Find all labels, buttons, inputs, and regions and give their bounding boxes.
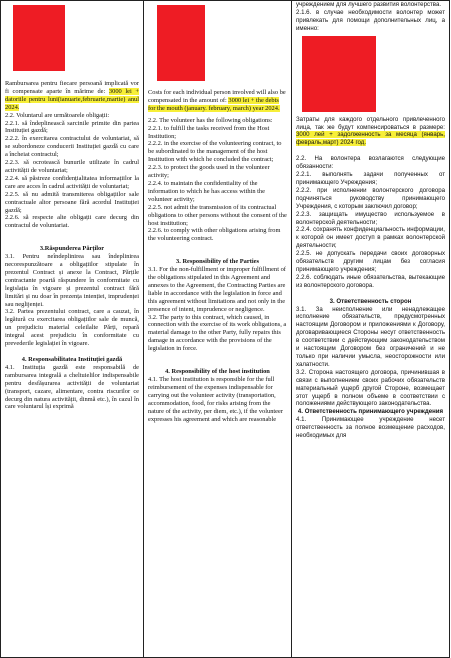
clause-2-2-5-romanian: 2.2.5. să nu admită transmiterea obligațiilor sale contractuale altor persoane fără acordul Instituției gazdă; (5, 190, 139, 214)
section-3-heading-romanian: 3.Răspunderea Părților (39, 245, 105, 253)
clause-4-1-english: 4.1. The host institution is responsible for the full reimbursement of the expenses indispensable for carrying out the volunteer activity (transportation, accommodation, food, for risks arising from the nature of the activity, per diem, etc.), if the volunteer expresses his agreement and which are reasonable (148, 376, 283, 423)
section-3-heading-russian: 3. Ответственность сторон (329, 297, 412, 305)
clause-2-2-2-romanian: 2.2.2. în exercitarea contractului de voluntariat, să se subordoneze conducerii Instituției gazdă cu care a încheiat contractul; (5, 135, 139, 159)
clause-2-2-5-russian: 2.2.5. не допускать передачи своих договорных обязательств другим лицам без согласия принимающего учреждения; (296, 250, 445, 273)
reimbursement-paragraph-romanian: Rambursarea pentru fiecare persoană implicată vor fi compensate aparte în mărime de: 3000 lei + datoriile pentru luni(ianuarie,februarie,martie) anul 2024. (5, 80, 140, 111)
clause-3-2-russian: 3.2. Сторона настоящего договора, причинившая в связи с выполнением своих рабочих обязательств материальный ущерб другой Стороне, возмещает этот ущерб в полном объеме в соответствии с положениями действующего законодательства. (296, 368, 445, 408)
section-4-heading-romanian: 4. Responsabilitatea Instituției gazdă (21, 356, 123, 363)
clause-2-2-russian: 2.2. На волонтера возлагаются следующие обязанности: (296, 155, 445, 171)
clause-2-2-5-english: 2.2.5. not admit the transmission of its contractual obligations to other persons without the consent of the host institution; (148, 203, 287, 227)
clause-3-1-russian: 3.1. За неисполнение или ненадлежащее исполнение обязательств, предусмотренных настоящим Договором и приложениями к Договору, договаривающиеся Стороны несут ответственность в соответствии с действующим законодательством и настоящим Договором без ограничений и не только при наличии умысла, неосторожности или халатности. (296, 305, 445, 368)
clause-4-1-russian: 4.1. Принимающее учреждение несет ответственность за полное возмещение расходов, необходимых для (296, 416, 445, 440)
highlighted-amount-romanian: 3000 lei + datoriile pentru luni(ianuarie,februarie,martie) anul 2024. (5, 87, 140, 111)
clause-2-2-2-english: 2.2.2. in the exercise of the volunteering contract, to be subordinated to the management of the host Institution with which he concluded the contract; (148, 140, 282, 164)
column-russian (291, 0, 450, 658)
clause-2-2-1-english: 2.2.1. to fulfill the tasks received from the Host Institution; (148, 124, 270, 140)
column-romanian (0, 0, 143, 658)
clause-2-2-english: 2.2. The volunteer has the following obligations: (148, 116, 273, 124)
clause-2-2-2-russian: 2.2.2. при исполнении волонтерского договора подчиняться руководству принимающего Учреждения, с которым заключил договор; (296, 186, 445, 210)
clause-2-2-3-english: 2.2.3. to protect the goods used in the volunteer activity; (148, 164, 270, 180)
reimbursement-paragraph-russian: Затраты для каждого отдельного привлеченного лица, так же будут компенсироваться в размере: 3000 лей + задолженность за месяца (январь, февраль,март) 2024 год. (296, 115, 445, 147)
clause-2-2-3-russian: 2.2.3. защищать имущество используемое в волонтерской деятельности; (296, 210, 445, 226)
clause-2-2-3-romanian: 2.2.3. să ocrotească bunurile utilizate în cadrul activității de voluntariat; (5, 159, 139, 174)
clause-2-2-4-russian: 2.2.4. сохранять конфиденциальность информации, к которой он имеет доступ в рамках волонтерской деятельности; (296, 226, 445, 250)
redacted-seal-russian (302, 36, 376, 112)
clause-3-1-english: 3.1. For the non-fulfillment or improper fulfillment of the obligations stipulated in this Agreement and annexes to the Agreement, the Contracting Parties are liable in accordance with the legislation in force and this agreement without limitations and not only in the presence of intent, imprudence or negligence. (148, 266, 286, 313)
continuation-paragraph-russian: учреждением для лучшего развития волонтерства. (296, 1, 442, 8)
clause-2-2-4-romanian: 2.2.4. să păstreze confidențialitatea informațiilor la care are acces în cadrul activității de voluntariat; (5, 174, 139, 190)
clause-2-2-6-russian: 2.2.6. соблюдать иные обязательства, вытекающие из волонтерского договора. (296, 273, 445, 289)
section-4-heading-russian: 4. Ответственность принимающего учреждения (297, 408, 444, 416)
reimbursement-paragraph-english: Costs for each individual person involved will also be compensated in the amount of: 3000 lei + the debts for the mouth (january. february, march) year 2024. (148, 89, 286, 112)
column-english (143, 0, 291, 658)
section-4-heading-english: 4. Responsibility of the host institution (165, 368, 270, 376)
clause-2-2-4-english: 2.2.4. to maintain the confidentiality of the information to which he has access within the volunteer activity; (148, 179, 265, 203)
redacted-seal-romanian (13, 5, 65, 71)
clause-2-2-1-romanian: 2.2.1. să îndeplinească sarcinile primite din partea Instituției gazdă; (5, 119, 139, 135)
clause-4-1-romanian: 4.1. Instituția gazdă este responsabilă de rambursarea integrală a cheltuielilor indispensabile pentru desfășurarea activității de voluntariat (transport, cazare, alimentare, contra riscurilor ce decurg din natura activității, dinmă etc.), în cazul în care voluntarul își exprimă (5, 363, 139, 411)
redacted-seal-english (157, 5, 205, 81)
clause-2-2-1-russian: 2.2.1. выполнять задачи полученных от принимающего Учреждения; (296, 171, 445, 186)
clause-2-2-6-romanian: 2.2.6. să respecte alte obligații care decurg din contractul de voluntariat. (5, 214, 139, 230)
clause-2-2-6-english: 2.2.6. to comply with other obligations arising from the volunteering contract. (148, 227, 281, 243)
highlighted-amount-russian: 3000 лей + задолженность за месяца (январь, февраль,март) 2024 год. (296, 131, 445, 147)
clause-2-2-romanian: 2.2. Voluntarul are următoarele obligații: (5, 111, 110, 119)
section-3-heading-english: 3. Responsibility of the Parties (176, 258, 259, 266)
highlighted-amount-english: 3000 lei + the debts for the mouth (january. february, march) year 2024. (148, 96, 280, 112)
clause-3-2-english: 3.2. The party to this contract, which caused, in connection with the exercise of its work obligations, a material damage to the other Party, fully repairs this damage in accordance with the provisions of the legislation in force. (148, 313, 287, 353)
clause-3-2-romanian: 3.2. Partea prezentului contract, care a cauzat, în legătură cu exercitarea obligațiilor sale de muncă, un prejudiciu material celeilalte Părți, repară integral acest prejudiciu în conformitate cu prevederile legislației în vigoare. (5, 308, 139, 348)
clause-2-1-6-russian: 2.1.6. в случае необходимости волонтер может привлекать для помощи дополнительных лиц, а именно: (296, 8, 445, 32)
clause-3-1-romanian: 3.1. Pentru neîndeplinirea sau îndeplinirea necorespunzătoare a obligațiilor stipulate în prezentul Contract și anexe la Contract, Părțile contractante poartă răspundere în conformitate cu legislația în vigoare și prezentul contract fără limitări și nu doar în prezența intenției, imprudenței sau neglijenței. (5, 253, 139, 308)
